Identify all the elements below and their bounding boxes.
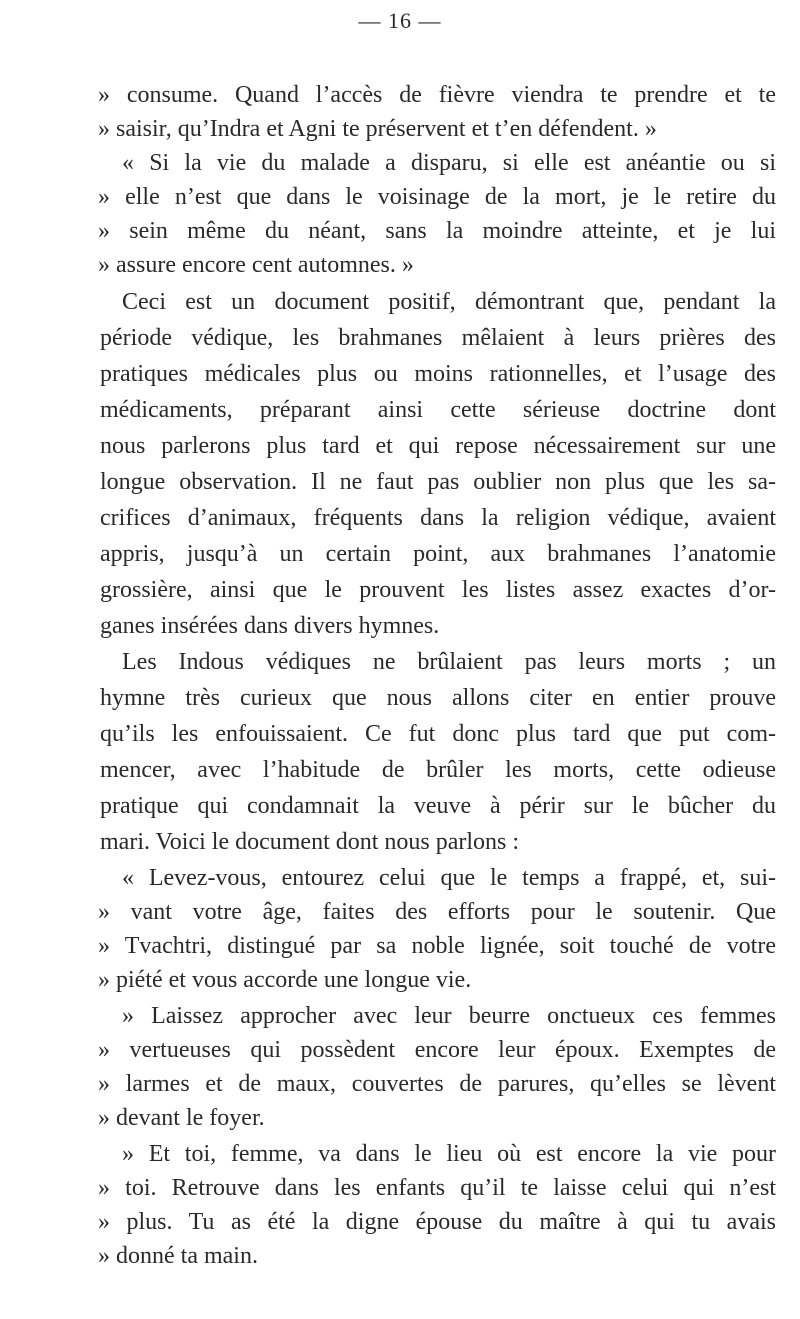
- text-line: » donné ta main.: [98, 1243, 258, 1269]
- page-number: — 16 —: [358, 8, 442, 33]
- text-line: » Tvachtri, distingué par sa noble lignée, soit touché de votre: [98, 933, 776, 959]
- text-line: » larmes et de maux, couvertes de parures, qu’elles se lèvent: [98, 1071, 776, 1097]
- text-line: » saisir, qu’Indra et Agni te préservent et t’en défendent. »: [98, 116, 657, 142]
- text-line: mari. Voici le document dont nous parlons :: [100, 829, 520, 855]
- text-line: » devant le foyer.: [98, 1105, 265, 1131]
- text-line: médicaments, préparant ainsi cette sérieuse doctrine dont: [100, 397, 776, 423]
- text-line: mencer, avec l’habitude de brûler les morts, cette odieuse: [100, 757, 776, 783]
- text-line: Ceci est un document positif, démontrant que, pendant la: [122, 289, 776, 315]
- text-line: » toi. Retrouve dans les enfants qu’il te laisse celui qui n’est: [98, 1175, 776, 1201]
- text-line: » plus. Tu as été la digne épouse du maître à qui tu avais: [98, 1209, 776, 1235]
- text-line: » Laissez approcher avec leur beurre onctueux ces femmes: [122, 1003, 776, 1029]
- text-line: période védique, les brahmanes mêlaient à leurs prières des: [100, 325, 776, 351]
- text-line: hymne très curieux que nous allons citer en entier prouve: [100, 685, 776, 711]
- text-line: ganes insérées dans divers hymnes.: [100, 613, 440, 639]
- text-line: » assure encore cent automnes. »: [98, 252, 414, 278]
- text-line: » vertueuses qui possèdent encore leur époux. Exemptes de: [98, 1037, 776, 1063]
- text-line: « Levez-vous, entourez celui que le temps a frappé, et, sui-: [122, 865, 776, 891]
- text-line: » piété et vous accorde une longue vie.: [98, 967, 472, 993]
- text-line: » consume. Quand l’accès de fièvre viendra te prendre et te: [98, 82, 776, 108]
- text-line: » sein même du néant, sans la moindre atteinte, et je lui: [98, 218, 776, 244]
- text-line: appris, jusqu’à un certain point, aux brahmanes l’anatomie: [100, 541, 776, 567]
- text-line: longue observation. Il ne faut pas oublier non plus que les sa-: [100, 469, 776, 495]
- text-line: Les Indous védiques ne brûlaient pas leurs morts ; un: [122, 649, 776, 675]
- text-line: crifices d’animaux, fréquents dans la religion védique, avaient: [100, 505, 776, 531]
- text-line: « Si la vie du malade a disparu, si elle est anéantie ou si: [122, 150, 776, 176]
- text-line: nous parlerons plus tard et qui repose nécessairement sur une: [100, 433, 776, 459]
- text-line: pratiques médicales plus ou moins rationnelles, et l’usage des: [100, 361, 776, 387]
- text-line: » vant votre âge, faites des efforts pour le soutenir. Que: [98, 899, 776, 925]
- text-line: » Et toi, femme, va dans le lieu où est encore la vie pour: [122, 1141, 776, 1167]
- text-line: pratique qui condamnait la veuve à périr sur le bûcher du: [100, 793, 776, 819]
- text-line: » elle n’est que dans le voisinage de la mort, je le retire du: [98, 184, 776, 210]
- text-line: qu’ils les enfouissaient. Ce fut donc plus tard que put com-: [100, 721, 776, 747]
- text-line: grossière, ainsi que le prouvent les listes assez exactes d’or-: [100, 577, 776, 603]
